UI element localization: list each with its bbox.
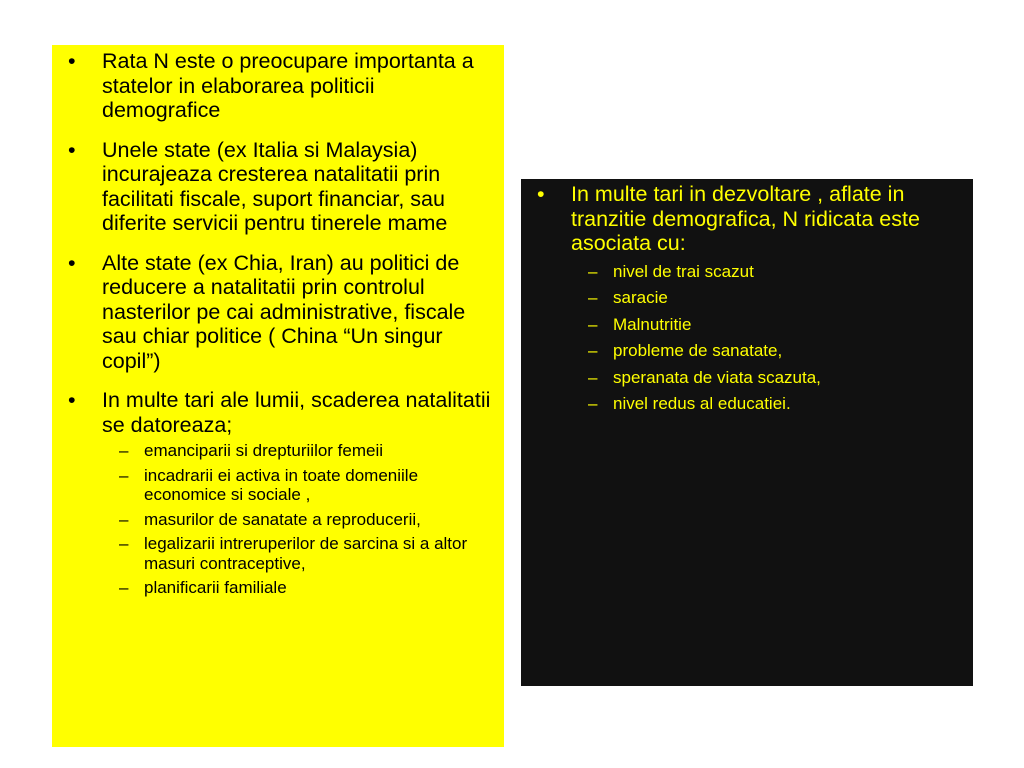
bullet-mark: • xyxy=(68,49,76,73)
sub-item-text: nivel redus al educatiei. xyxy=(613,394,791,413)
sub-item xyxy=(571,341,967,361)
dash-mark: – xyxy=(588,394,598,413)
sub-list xyxy=(571,262,967,414)
sub-item xyxy=(102,510,494,530)
sub-item xyxy=(571,315,967,335)
sub-item-text: planificarii familiale xyxy=(144,578,287,597)
sub-item xyxy=(102,578,494,598)
dash-mark: – xyxy=(119,465,129,485)
sub-item xyxy=(571,368,967,388)
right-bullet-list xyxy=(527,182,967,414)
bullet-item xyxy=(58,388,494,598)
dash-mark: – xyxy=(119,534,129,553)
sub-item-text: Malnutritie xyxy=(613,314,692,334)
bullet-item xyxy=(527,182,967,414)
bullet-text: Rata N este o preocupare importanta a statelor in elaborarea politicii demografice xyxy=(102,49,474,122)
bullet-mark: • xyxy=(68,137,76,162)
sub-list xyxy=(102,441,494,598)
dash-mark: – xyxy=(119,509,129,529)
sub-item xyxy=(571,262,967,282)
sub-item-text: emanciparii si drepturiilor femeii xyxy=(144,441,384,460)
dash-mark: – xyxy=(588,288,598,307)
sub-item xyxy=(102,534,494,573)
sub-item-text: nivel de trai scazut xyxy=(613,261,754,281)
dash-mark: – xyxy=(588,341,598,360)
bullet-item xyxy=(58,49,494,123)
bullet-text: In multe tari in dezvoltare , aflate in tranzitie demografica, N ridicata este asociata cu: xyxy=(571,182,920,255)
sub-item-text: incadrarii ei activa in toate domeniile economice si sociale , xyxy=(144,465,419,504)
bullet-text: Alte state (ex Chia, Iran) au politici de reducere a natalitatii prin controlul nasterilor pe cai administrative, fiscale sau chiar politice ( China “Un singur copil”) xyxy=(102,250,466,373)
bullet-item xyxy=(58,138,494,236)
sub-item xyxy=(102,466,494,505)
dash-mark: – xyxy=(119,441,129,460)
left-bullet-list xyxy=(58,49,494,598)
dash-mark: – xyxy=(119,578,129,597)
bullet-text: Unele state (ex Italia si Malaysia) incurajeaza cresterea natalitatii prin facilitati fiscale, suport financiar, sau diferite servicii pentru tinerele mame xyxy=(102,137,448,235)
sub-item xyxy=(571,394,967,414)
bullet-mark: • xyxy=(537,182,545,206)
dash-mark: – xyxy=(588,314,598,334)
left-text-panel xyxy=(52,45,504,747)
dash-mark: – xyxy=(588,367,598,387)
sub-item-text: legalizarii intreruperilor de sarcina si a altor masuri contraceptive, xyxy=(144,534,468,573)
bullet-mark: • xyxy=(68,250,76,275)
sub-item-text: probleme de sanatate, xyxy=(613,341,783,360)
bullet-mark: • xyxy=(68,388,76,412)
bullet-item xyxy=(58,251,494,374)
bullet-text: In multe tari ale lumii, scaderea natalitatii se datoreaza; xyxy=(102,388,491,437)
dash-mark: – xyxy=(588,261,598,281)
sub-item xyxy=(102,441,494,461)
sub-item-text: masurilor de sanatate a reproducerii, xyxy=(144,509,421,529)
sub-item xyxy=(571,288,967,308)
sub-item-text: speranata de viata scazuta, xyxy=(613,367,821,387)
sub-item-text: saracie xyxy=(613,288,668,307)
right-text-panel xyxy=(521,179,973,686)
